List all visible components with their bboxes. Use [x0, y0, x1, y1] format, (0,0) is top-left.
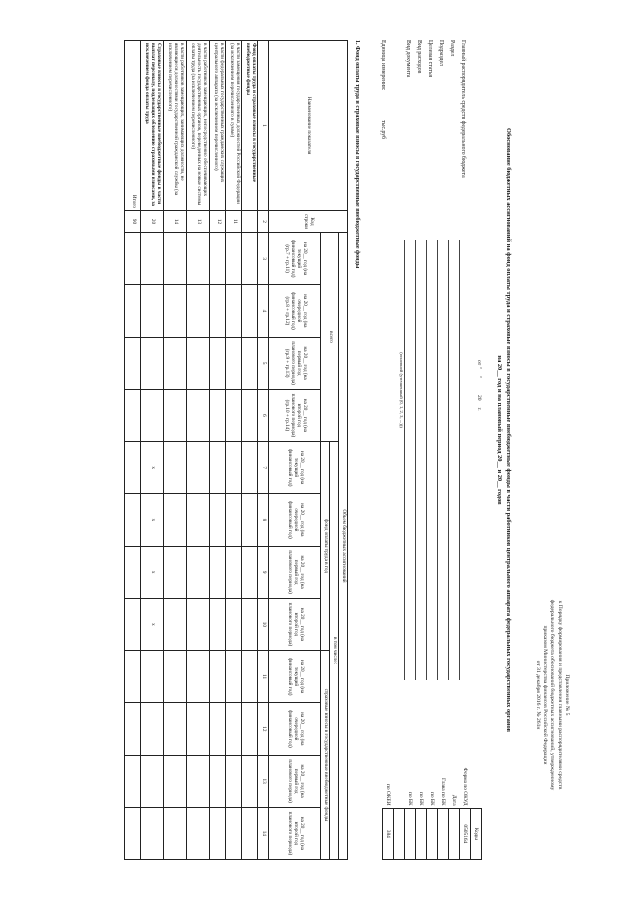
- meta-row: [415, 40, 426, 680]
- unit-label: Единица измерения:: [380, 40, 387, 91]
- col-header-insurance: страховые взносы в государственные внебюджетные фонды: [321, 651, 330, 860]
- unit-row: [380, 40, 391, 680]
- table-wrap: [124, 40, 348, 860]
- col-header-period: на 20__ год (на очередной финансовый год) (гр.8 + гр.12): [269, 285, 321, 337]
- title-line: Обоснование бюджетных ассигнований на фонд оплаты труда и страховые взносы в государственные внебюджетные фонды в части работников центрального аппарата федеральных государственных органов: [505, 128, 512, 732]
- meta-line: [448, 240, 457, 680]
- code-value: [416, 808, 427, 859]
- table-row: [187, 41, 210, 860]
- code-label: Дата: [451, 794, 458, 806]
- meta-label: Подраздел: [437, 40, 444, 66]
- document-title: [495, 80, 512, 780]
- col-num: 1: [258, 41, 269, 211]
- section-title: 1. Фонд оплаты труда и страховые взносы в государственные внебюджетные фонды: [354, 40, 360, 269]
- appendix-line: к Порядку формирования и представления главными распорядителями средств: [556, 600, 563, 790]
- assignments-table: [124, 40, 348, 860]
- x-mark: x: [141, 442, 164, 494]
- col-header-name: Наименование показателя: [269, 41, 348, 211]
- appendix-line: федерального бюджета обоснований бюджетных ассигнований, утвержденному: [549, 599, 556, 791]
- row-name: в части работников замещающих, занимающих должности, не являющиеся должностями государственной гражданской службы (за исключением перечисленного): [164, 41, 187, 211]
- meta-label: Вид документа: [404, 40, 411, 78]
- x-mark: x: [141, 546, 164, 598]
- col-header-period: на 20__ год (на первый год планового периода): [269, 546, 321, 598]
- col-num: 9: [258, 546, 269, 598]
- table-row: [210, 41, 226, 860]
- table-row: [242, 41, 258, 860]
- row-code: 14: [164, 211, 187, 233]
- meta-row: [404, 40, 415, 680]
- code-label: по БК: [429, 792, 436, 806]
- row-name: в части работников замещающих, непосредственно обеспечивающих деятельность государственных органов, переведенных на новые системы оплаты труда (за исключением перечисленного): [187, 41, 210, 211]
- col-header-fot: фонд оплаты труда в год: [321, 442, 330, 651]
- code-label: по ОКЕИ: [385, 784, 392, 806]
- appendix-block: [534, 530, 570, 860]
- meta-row: [448, 40, 459, 680]
- table-row: [164, 41, 187, 860]
- col-num: 4: [258, 285, 269, 337]
- code-value: 0505164: [460, 808, 471, 859]
- codes-block: [382, 740, 482, 860]
- col-header-period: на 20__ год (на второй год планового периода): [269, 598, 321, 650]
- unit-value: тыс.руб: [380, 120, 387, 140]
- code-value: [449, 808, 460, 859]
- code-value: [427, 808, 438, 859]
- x-mark: x: [141, 598, 164, 650]
- col-num: 11: [258, 651, 269, 703]
- col-header-period: на 20__ год (на текущий финансовый год): [269, 442, 321, 494]
- appendix-line: от 31 декабря 2016 г. № 261н: [534, 660, 541, 730]
- meta-label: Раздел: [448, 40, 455, 57]
- row-code: 13: [187, 211, 210, 233]
- appendix-line: приказом Министерства финансов Российской Федерации: [542, 625, 549, 765]
- meta-label: Целевая статья: [426, 40, 433, 78]
- form-sheet: [50, 40, 570, 860]
- meta-row: [459, 40, 470, 680]
- col-header-total: всего: [321, 233, 339, 442]
- code-value: 384: [383, 808, 394, 859]
- col-header-period: на 20__ год (на текущий финансовый год) (гр.7 + гр.11): [269, 233, 321, 285]
- col-header-period: на 20__ год (на очередной финансовый год): [269, 494, 321, 546]
- col-num: 14: [258, 807, 269, 859]
- col-num: 6: [258, 389, 269, 441]
- col-num: 3: [258, 233, 269, 285]
- column-numbers-row: [258, 41, 269, 860]
- codes-header: Коды: [471, 808, 482, 859]
- col-num: 5: [258, 337, 269, 389]
- x-mark: x: [141, 494, 164, 546]
- meta-line: [426, 240, 435, 680]
- row-name: в части федеральных государственных гражданских служащих центрального аппарата (за исключением перечисленного): [210, 41, 226, 211]
- col-num: 12: [258, 703, 269, 755]
- col-header-period: на 20__ год (на очередной финансовый год): [269, 703, 321, 755]
- col-header-code: Код строки: [269, 211, 348, 233]
- col-header-period: на 20__ год (на второй год планового периода): [269, 807, 321, 859]
- total-row: [125, 41, 141, 860]
- col-header-volume: Объем бюджетных ассигнований: [339, 233, 348, 860]
- code-value: [438, 808, 449, 859]
- col-header-period: на 20__ год (на второй год планового периода) (гр.10 + гр.14): [269, 389, 321, 441]
- col-header-including: в том числе:: [330, 442, 339, 860]
- code-label: [394, 740, 405, 808]
- col-num: 10: [258, 598, 269, 650]
- meta-row: [426, 40, 437, 680]
- code-label: по БК: [418, 792, 425, 806]
- row-code: [242, 211, 258, 233]
- code-label: Глава по БК: [440, 777, 447, 806]
- row-code: 12: [210, 211, 226, 233]
- table-row: [226, 41, 242, 860]
- total-code: 90: [125, 211, 141, 233]
- meta-label: Главный распорядитель средств федерального бюджета: [459, 40, 466, 178]
- row-code: 20: [141, 211, 164, 233]
- date-line: от " " 20 г.: [476, 360, 482, 411]
- row-code: 11: [226, 211, 242, 233]
- col-header-period: на 20__ год (на первый год планового периода) (гр.9 + гр.13): [269, 337, 321, 389]
- col-header-period: на 20__ год (на текущий финансовый год): [269, 651, 321, 703]
- col-header-period: на 20__ год (на первый год планового периода): [269, 755, 321, 807]
- meta-line: [415, 240, 424, 680]
- code-value: [405, 808, 416, 859]
- meta-line: [437, 240, 446, 680]
- meta-line: [459, 240, 468, 680]
- total-label: Итого: [125, 41, 141, 211]
- code-label: Форма по ОКУД: [462, 767, 469, 806]
- col-num: 13: [258, 755, 269, 807]
- row-name: Фонд оплаты труда и страховые взносы в государственные внебюджетные фонды: [242, 41, 258, 211]
- meta-block: [380, 40, 482, 680]
- code-label: по БК: [407, 792, 414, 806]
- title-line: на 20__ год и на плановый период 20__ и 20__ годов: [496, 355, 504, 505]
- table-row: [141, 41, 164, 860]
- codes-table: [382, 740, 482, 860]
- meta-row: [437, 40, 448, 680]
- meta-label: Вид расходов: [415, 40, 422, 74]
- col-num: 2: [258, 211, 269, 233]
- meta-line: [404, 240, 413, 680]
- appendix-number: Приложение № 5: [564, 674, 570, 716]
- row-name: Страховые взносы в государственные внебюджетные фонды в части выплат персоналу, подлежащих обложению страховыми взносами, за исключением фонда оплаты труда: [141, 41, 164, 211]
- row-name: в части замещения государственных должностей Российской Федерации (за исключением перечисленного в сумме): [226, 41, 242, 211]
- col-num: 8: [258, 494, 269, 546]
- code-value: [394, 808, 405, 859]
- meta-hint: (основной (уточненный (0, 1, 2, 3, ...))): [399, 352, 404, 428]
- col-num: 7: [258, 442, 269, 494]
